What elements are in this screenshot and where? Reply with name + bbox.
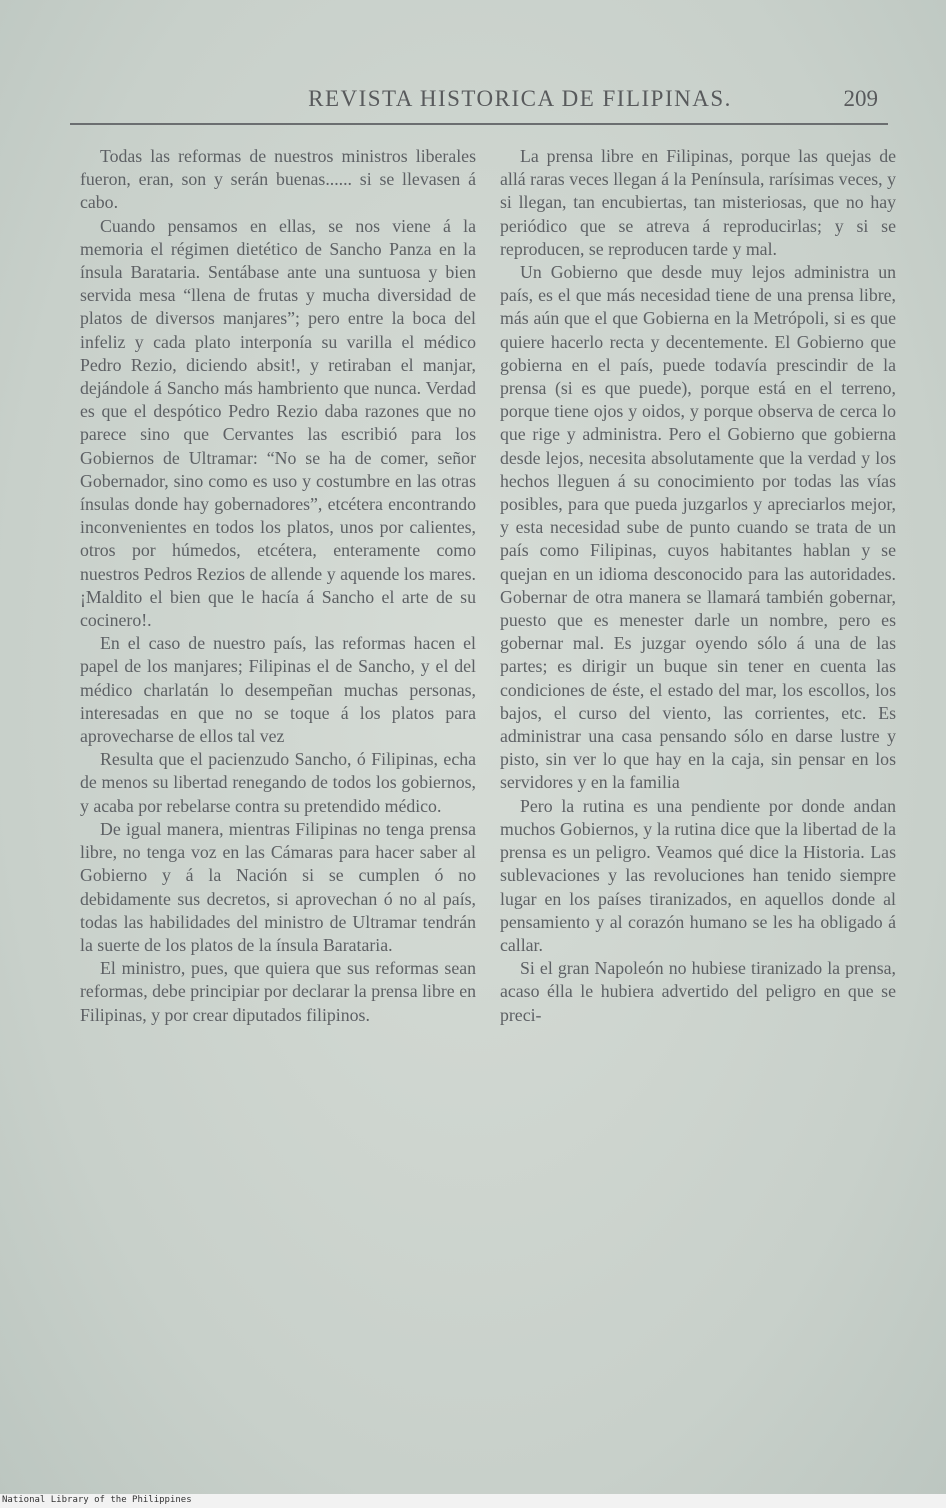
paragraph: Resulta que el pacienzudo Sancho, ó Filipinas, echa de menos su libertad renegando de todos los gobiernos, y acaba por rebelarse contra su pretendido médico. bbox=[80, 749, 476, 816]
paragraph: Si el gran Napoleón no hubiese tiranizado la prensa, acaso élla le hubiera advertido del peligro en que se preci- bbox=[500, 958, 896, 1025]
left-column bbox=[80, 145, 476, 1027]
paragraph: Pero la rutina es una pendiente por donde andan muchos Gobiernos, y la rutina dice que la libertad de la prensa es un peligro. Veamos qué dice la Historia. Las sublevaciones y las revoluciones han tenido siempre lugar en los países tiranizados, en aquellos donde al pensamiento y al corazón humano se les ha obligado á callar. bbox=[500, 795, 896, 955]
paragraph: Cuando pensamos en ellas, se nos viene á la memoria el régimen dietético de Sancho Panza en la ínsula Barataria. Sentábase ante una suntuosa y bien servida mesa “llena de frutas y mucha diversidad de platos de diversos manjares”; pero entre la boca del infeliz y cada plato interponía su varilla el médico Pedro Rezio, diciendo absit!, y retiraban el manjar, dejándole á Sancho más hambriento que nunca. Verdad es que el despótico Pedro Rezio daba razones que no parece sino que Cervantes las escribió para los Gobiernos de Ultramar: “No se ha de comer, señor Gobernador, sino como es uso y costumbre en las otras ínsulas donde hay gobernadores”, etcétera encontrando inconvenientes en todos los platos, unos por calientes, otros por húmedos, etcétera, enteramente como nuestros Pedros Rezios de allende y aquende los mares. ¡Maldito el bien que le hacía á Sancho el arte de su cocinero!. bbox=[80, 215, 476, 631]
page-number: 209 bbox=[843, 86, 878, 111]
journal-title: REVISTA HISTORICA DE FILIPINAS. bbox=[308, 86, 732, 111]
header-rule bbox=[70, 123, 888, 125]
right-column bbox=[500, 145, 896, 1027]
paragraph: Todas las reformas de nuestros ministros liberales fueron, eran, son y serán buenas...... si se llevasen á cabo. bbox=[80, 146, 476, 213]
paragraph: De igual manera, mientras Filipinas no tenga prensa libre, no tenga voz en las Cámaras para hacer saber al Gobierno y á la Nación si se cumplen ó no debidamente sus decretos, si aprovechan ó no al país, todas las habilidades del ministro de Ultramar tendrán la suerte de los platos de la ínsula Barataria. bbox=[80, 818, 476, 955]
paragraph: Un Gobierno que desde muy lejos administra un país, es el que más necesidad tiene de una prensa libre, más aún que el que Gobierna en la Metrópoli, si es que quiere hacerlo recta y decentemente. El Gobierno que gobierna en el país, puede todavía prescindir de la prensa (si es que puede), porque está en el terreno, porque tiene ojos y oidos, y porque observa de cerca lo que rige y administra. Pero el Gobierno que gobierna desde lejos, necesita absolutamente que la verdad y los hechos lleguen á su conocimiento por todas las vías posibles, para que pueda juzgarlos y apreciarlos mejor, y esta necesidad sube de punto cuando se trata de un país como Filipinas, cuyos habitantes hablan y se quejan en un idioma desconocido para las autoridades. Gobernar de otra manera se llamará también gobernar, puesto que es menester darle un nombre, pero es gobernar mal. Es juzgar oyendo sólo á una de las partes; es dirigir un buque sin tener en cuenta las condiciones de éste, el estado del mar, los escollos, los bajos, el curso del viento, las corrientes, etc. Es administrar una casa pensando sólo en darse lustre y pisto, sin ver lo que hay en la caja, sin pensar en los servidores y en la familia bbox=[500, 262, 896, 793]
paragraph: El ministro, pues, que quiera que sus reformas sean reformas, debe principiar por declarar la prensa libre en Filipinas, y por crear diputados filipinos. bbox=[80, 958, 476, 1025]
library-credit: National Library of the Philippines bbox=[2, 1495, 192, 1505]
paragraph: La prensa libre en Filipinas, porque las quejas de allá raras veces llegan á la Península, rarísimas veces, y si llegan, tan encubiertas, tan misteriosas, que no hay periódico que se atreva á reproducirlas; y si se reproducen, se reproducen tarde y mal. bbox=[500, 146, 896, 259]
running-header bbox=[70, 86, 890, 122]
paragraph: En el caso de nuestro país, las reformas hacen el papel de los manjares; Filipinas el de Sancho, y el del médico charlatán lo desempeñan muchas personas, interesadas en que no se toque á los platos para aprovecharse de ellos tal vez bbox=[80, 633, 476, 747]
footer-bar bbox=[0, 1494, 946, 1508]
